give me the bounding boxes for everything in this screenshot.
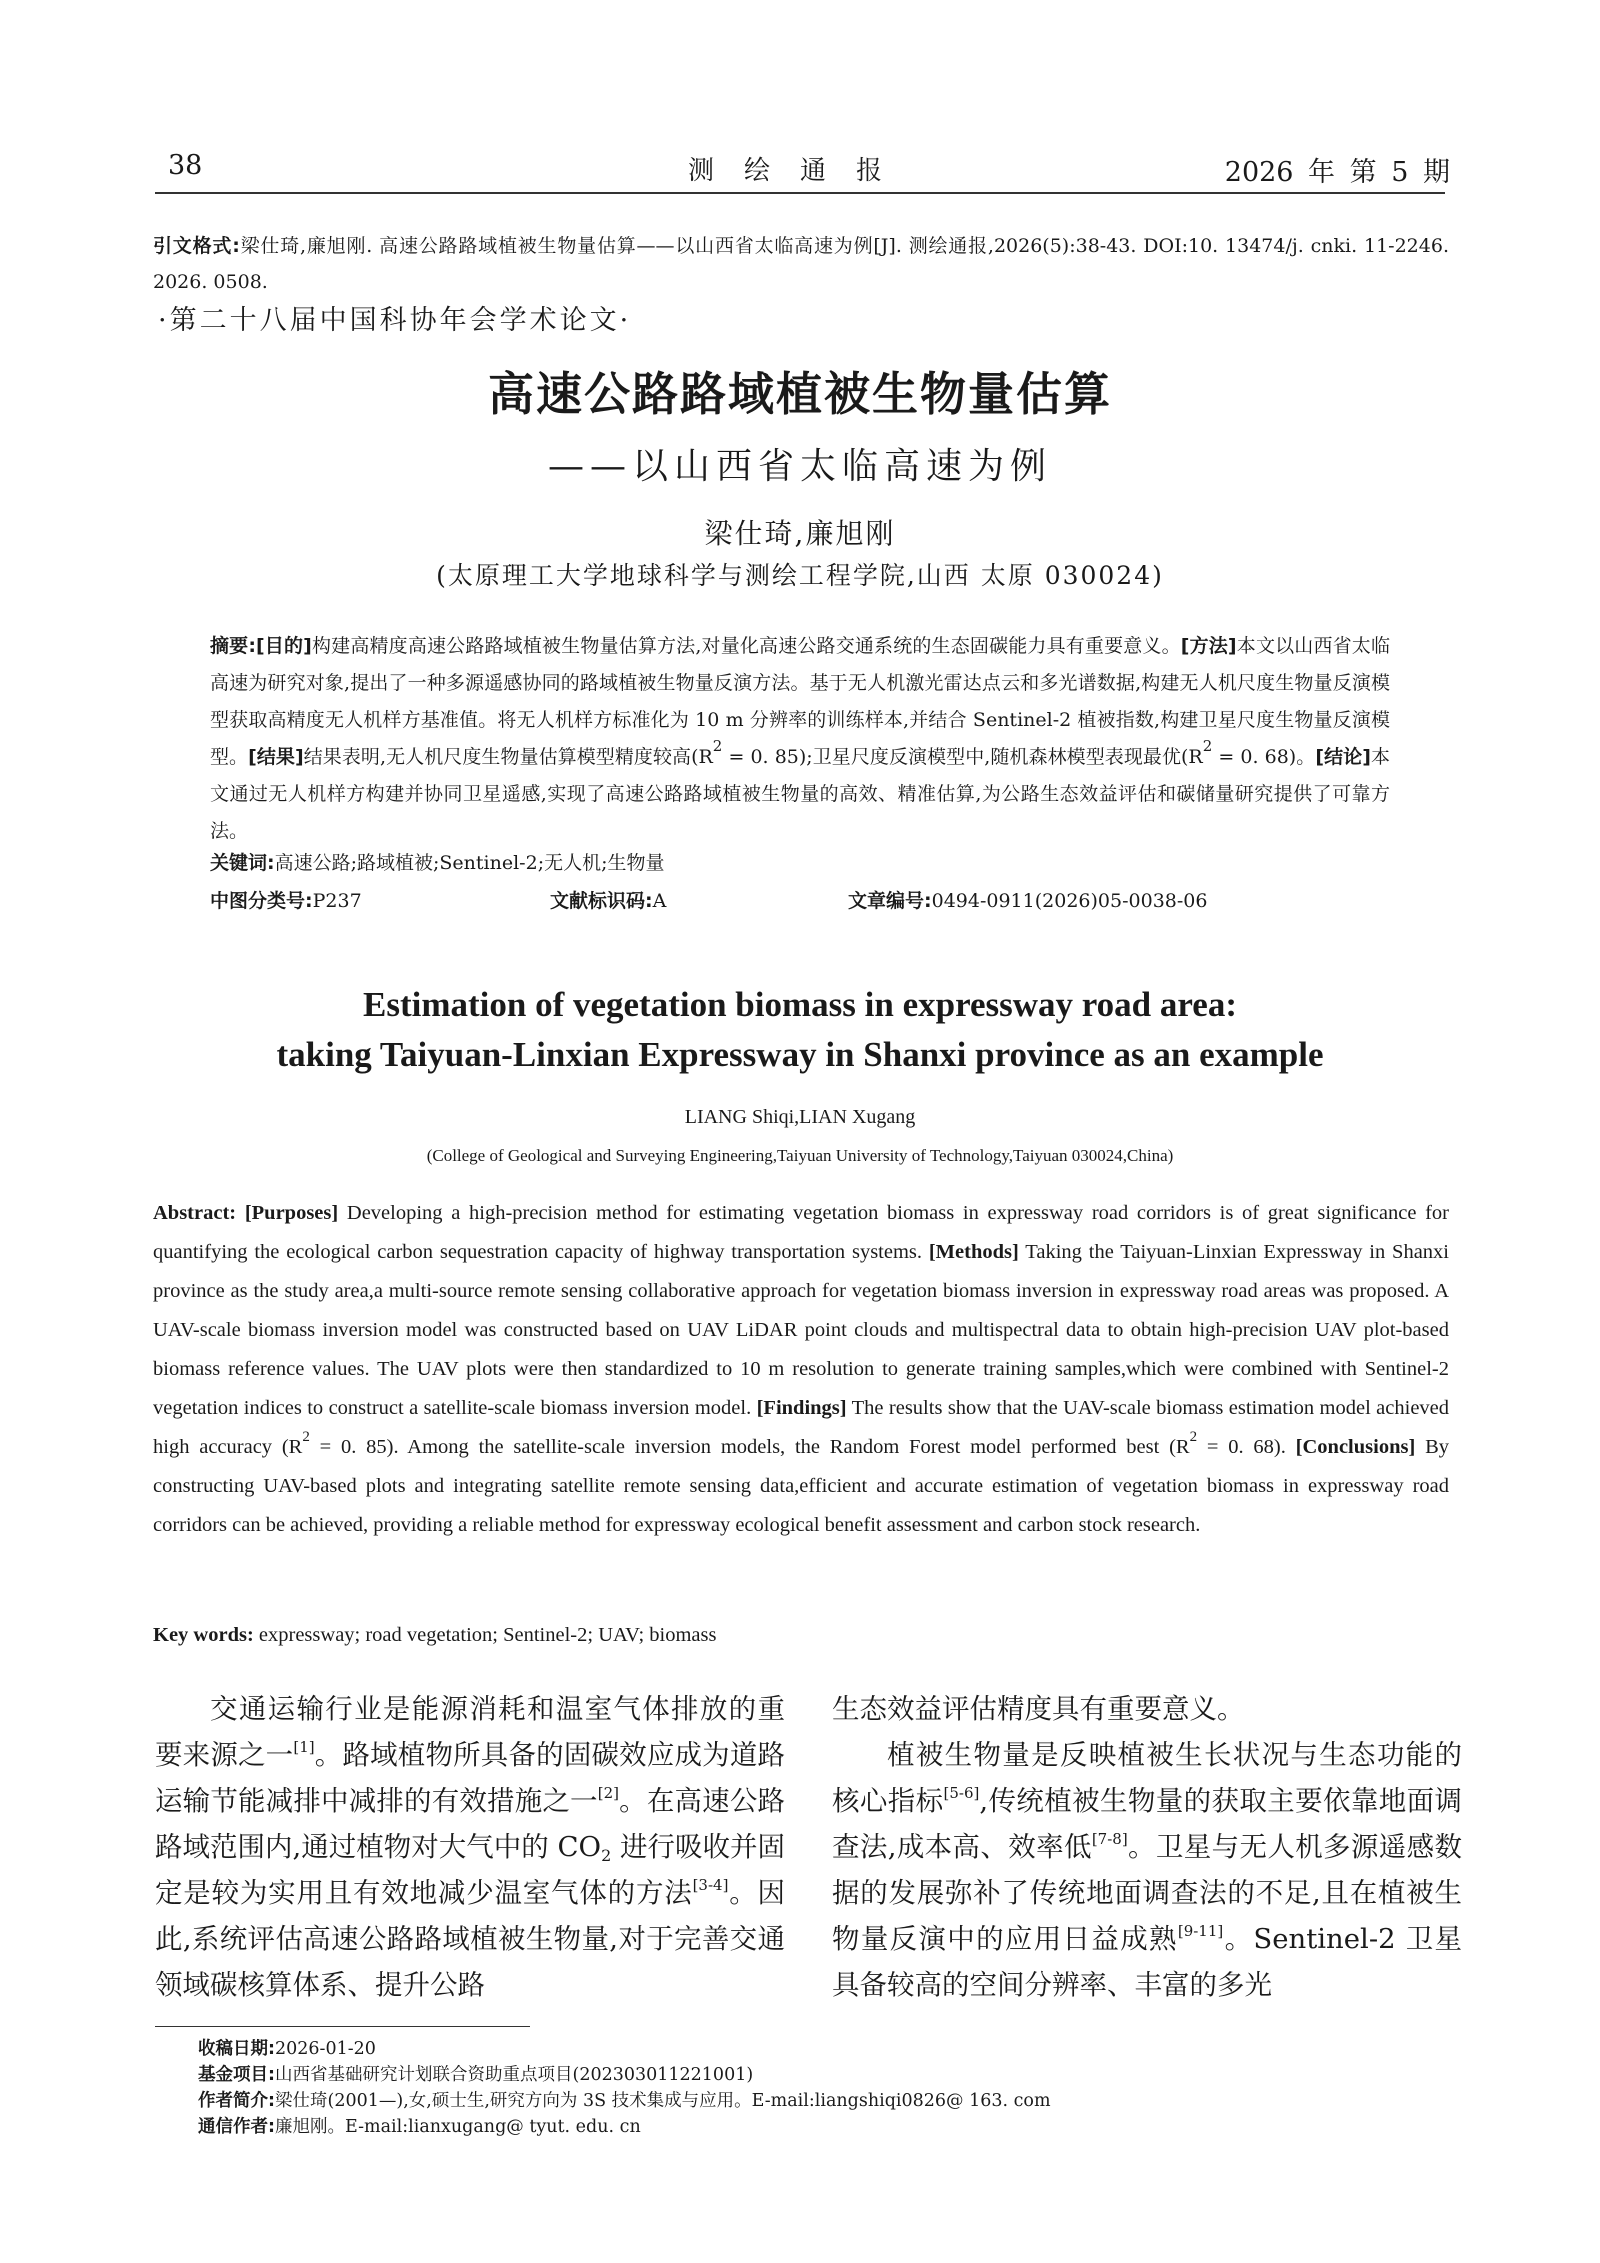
author-bio-label: 作者简介: — [198, 2091, 275, 2111]
author-bio — [198, 2088, 1398, 2114]
reference-mark: [5-6] — [943, 1784, 980, 1802]
purposes-zh-label: [目的] — [255, 635, 312, 657]
findings-zh: = 0. 85);卫星尺度反演模型中,随机森林模型表现最优(R — [722, 746, 1203, 768]
title-zh: 高速公路路域植被生物量估算 — [488, 367, 1112, 421]
body-text: 。在高速公路路域范围内,通过植物对大气中的 CO — [155, 1785, 786, 1863]
affiliation-en: (College of Geological and Surveying Engineering,Taiyuan University of Technology,Taiyuan 030024,China) — [426, 1146, 1174, 1165]
reference-mark: [3-4] — [692, 1876, 729, 1894]
purposes-en: Developing a high-precision method for estimating vegetation biomass in expressway road corridors is of great significance for quantifying the ecological carbon sequestration capacity of highway transportation systems. — [153, 1202, 1450, 1263]
body-text: 。路域植物所具备的固碳效应成为道路运输节能减排中减排的有效措施之一 — [155, 1739, 786, 1817]
findings-en: = 0. 68). — [1197, 1436, 1286, 1458]
body-paragraph — [832, 1686, 1462, 1732]
citation-text: 梁仕琦,廉旭刚. 高速公路路域植被生物量估算——以山西省太临高速为例[J]. 测绘通报,2026(5):38-43. DOI:10. 13474/j. cnki. 11-2246. 2026. 0508. — [153, 235, 1449, 293]
author-bio-value: 梁仕琦(2001—),女,硕士生,研究方向为 3S 技术集成与应用。E-mail:liangshiqi0826@ 163. com — [275, 2091, 1051, 2111]
authors-en: LIANG Shiqi,LIAN Xugang — [684, 1106, 916, 1128]
fund-project — [198, 2062, 1398, 2088]
co2-subscript: 2 — [601, 1846, 612, 1865]
reference-mark: [7-8] — [1091, 1830, 1128, 1848]
conclusions-en-label: [Conclusions] — [1295, 1436, 1416, 1458]
purposes-zh: 构建高精度高速公路路域植被生物量估算方法,对量化高速公路交通系统的生态固碳能力具有重要意义。 — [311, 635, 1181, 657]
citation-label: 引文格式: — [153, 235, 240, 257]
reference-mark: [1] — [293, 1738, 315, 1756]
authors-zh: 梁仕琦,廉旭刚 — [704, 517, 896, 550]
corresponding-value: 廉旭刚。E-mail:lianxugang@ tyut. edu. cn — [275, 2117, 641, 2137]
keywords-zh-label: 关键词: — [210, 852, 275, 874]
body-text: 。Sentinel-2 卫星具备较高的空间分辨率、丰富的多光 — [832, 1923, 1463, 2001]
methods-en-label: [Methods] — [928, 1241, 1019, 1263]
body-text: ,传统植被生物量的获取主要依靠地面调查法,成本高、效率低 — [832, 1785, 1463, 1863]
issue-label: 2026 年 第 5 期 — [1224, 157, 1450, 188]
r2-superscript: 2 — [712, 737, 723, 755]
body-paragraph — [832, 1732, 1462, 2008]
body-text: 生态效益评估精度具有重要意义。 — [832, 1693, 1245, 1725]
keywords-en — [153, 1624, 1449, 1647]
received-label: 收稿日期: — [198, 2039, 275, 2059]
r2-superscript: 2 — [1202, 737, 1213, 755]
doc-label: 文献标识码: — [550, 890, 653, 912]
title-en-line2: taking Taiyuan-Linxian Expressway in Shanxi province as an example — [276, 1035, 1324, 1074]
journal-name: 测绘通报 — [687, 156, 912, 186]
keywords-zh-text: 高速公路;路域植被;Sentinel-2;无人机;生物量 — [274, 852, 665, 874]
findings-zh-label: [结果] — [248, 746, 304, 768]
abstract-en — [153, 1194, 1449, 1545]
affiliation-zh: (太原理工大学地球科学与测绘工程学院,山西 太原 030024) — [436, 561, 1164, 590]
conclusions-zh: 本文通过无人机样方构建并协同卫星遥感,实现了高速公路路域植被生物量的高效、精准估算,为公路生态效益评估和碳储量研究提供了可靠方法。 — [210, 746, 1390, 842]
footnote-rule — [155, 2026, 530, 2027]
body-text: 。因此,系统评估高速公路路域植被生物量,对于完善交通领域碳核算体系、提升公路 — [155, 1877, 786, 2001]
page-number: 38 — [168, 150, 203, 181]
keywords-en-text: expressway; road vegetation; Sentinel-2; UAV; biomass — [258, 1624, 717, 1646]
findings-zh: = 0. 68)。 — [1212, 746, 1316, 768]
received-date — [198, 2036, 1398, 2062]
body-column-right — [832, 1686, 1462, 2008]
art-label: 文章编号: — [848, 890, 932, 912]
abstract-zh-label: 摘要: — [210, 635, 256, 657]
conclusions-zh-label: [结论] — [1315, 746, 1371, 768]
r2-superscript: 2 — [302, 1429, 310, 1445]
header-rule — [155, 192, 1445, 194]
reference-mark: [2] — [597, 1784, 619, 1802]
methods-zh: 本文以山西省太临高速为研究对象,提出了一种多源遥感协同的路域植被生物量反演方法。基于无人机激光雷达点云和多光谱数据,构建无人机尺度生物量反演模型获取高精度无人机样方基准值。将无人机样方标准化为 10 m 分辨率的训练样本,并结合 Sentinel-2 植被指数,构建卫星尺度生物量反演模型。 — [210, 635, 1390, 768]
keywords-en-label: Key words: — [153, 1624, 254, 1646]
findings-zh: 结果表明,无人机尺度生物量估算模型精度较高(R — [303, 746, 713, 768]
abstract-en-label: Abstract: — [153, 1202, 237, 1224]
conclusions-en: By constructing UAV-based plots and integrating satellite remote sensing data,efficient and accurate estimation of vegetation biomass in expressway road corridors can be achieved, providing a reliable method for expressway ecological benefit assessment and carbon stock research. — [153, 1436, 1450, 1536]
body-text: 。卫星与无人机多源遥感数据的发展弥补了传统地面调查法的不足,且在植被生物量反演中的应用日益成熟 — [832, 1831, 1462, 1955]
reference-mark: [9-11] — [1177, 1922, 1224, 1940]
fund-label: 基金项目: — [198, 2065, 275, 2085]
document-code — [550, 886, 666, 913]
clc-number — [210, 886, 362, 913]
abstract-zh — [210, 628, 1390, 850]
findings-en-label: [Findings] — [756, 1397, 847, 1419]
body-column-left — [155, 1686, 785, 2008]
methods-en: Taking the Taiyuan-Linxian Expressway in Shanxi province as the study area,a multi-source remote sensing collaborative approach for vegetation biomass inversion in expressway road areas was proposed. A UAV-scale biomass inversion model was constructed based on UAV LiDAR point clouds and multispectral data to obtain high-precision UAV plot-based biomass reference values. The UAV plots were then standardized to 10 m resolution to generate training samples,which were combined with Sentinel-2 vegetation indices to construct a satellite-scale biomass inversion model. — [153, 1241, 1449, 1419]
subtitle-zh: ——以山西省太临高速为例 — [547, 446, 1052, 487]
footnotes — [198, 2036, 1398, 2140]
column-tag: ·第二十八届中国科协年会学术论文· — [158, 305, 632, 336]
keywords-zh — [210, 848, 1390, 878]
received-value: 2026-01-20 — [275, 2039, 376, 2059]
methods-zh-label: [方法] — [1180, 635, 1237, 657]
findings-en: = 0. 85). Among the satellite-scale inversion models, the Random Forest model performed best (R — [309, 1436, 1190, 1458]
r2-superscript: 2 — [1189, 1429, 1198, 1445]
purposes-en-label: [Purposes] — [244, 1202, 339, 1224]
body-text: 交通运输行业是能源消耗和温室气体排放的重要来源之一 — [155, 1693, 785, 1771]
corresponding-author — [198, 2114, 1398, 2140]
art-value: 0494-0911(2026)05-0038-06 — [931, 890, 1208, 912]
body-text: 植被生物量是反映植被生长状况与生态功能的核心指标 — [832, 1739, 1462, 1817]
body-text: 进行吸收并固定是较为实用且有效地减少温室气体的方法 — [155, 1831, 786, 1909]
findings-en: The results show that the UAV-scale biomass estimation model achieved high accuracy (R — [153, 1397, 1450, 1458]
body-paragraph — [155, 1686, 785, 2008]
clc-value: P237 — [312, 890, 362, 912]
corresponding-label: 通信作者: — [198, 2117, 275, 2137]
title-en-line1: Estimation of vegetation biomass in expressway road area: — [362, 985, 1237, 1024]
title-en — [0, 980, 1600, 1080]
article-id — [848, 886, 1207, 913]
doc-value: A — [652, 890, 667, 912]
fund-value: 山西省基础研究计划联合资助重点项目(202303011221001) — [275, 2065, 754, 2085]
citation-format — [153, 228, 1449, 300]
clc-label: 中图分类号: — [210, 890, 313, 912]
